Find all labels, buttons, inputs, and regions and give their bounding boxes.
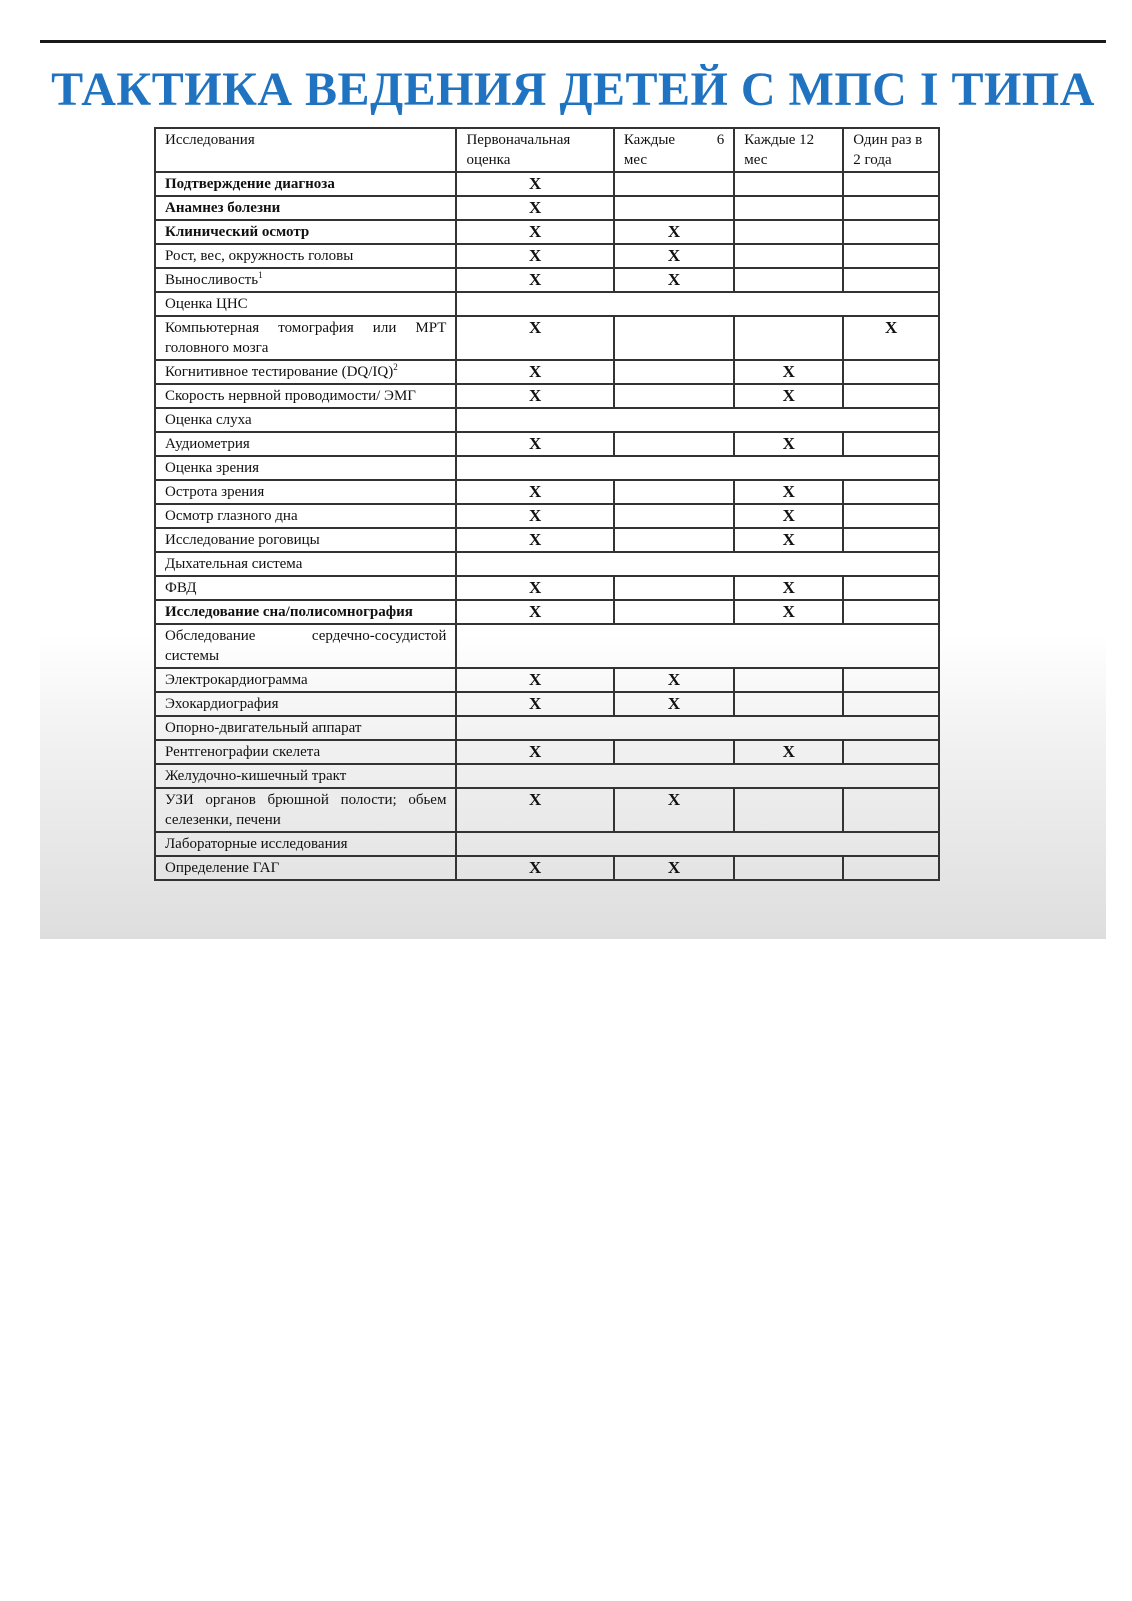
row-label <box>155 268 456 292</box>
mark-every-12: X <box>734 528 843 552</box>
row-label-text: Эхокардиография <box>165 696 279 712</box>
header-biennial: Один раз в 2 года <box>843 128 939 172</box>
mark-initial: X <box>456 220 613 244</box>
row-label-text: Когнитивное тестирование (DQ/IQ) <box>165 364 394 380</box>
section-row <box>155 408 939 432</box>
mark-biennial <box>843 432 939 456</box>
table-header-row <box>155 128 939 172</box>
page-title: ТАКТИКА ВЕДЕНИЯ ДЕТЕЙ С МПС I ТИПА <box>51 63 1095 116</box>
mark-every-6: X <box>614 244 734 268</box>
mark-every-6 <box>614 172 734 196</box>
table-row <box>155 692 939 716</box>
mark-biennial <box>843 268 939 292</box>
slide <box>40 44 1106 939</box>
mark-every-12 <box>734 268 843 292</box>
mark-initial: X <box>456 196 613 220</box>
row-label <box>155 220 456 244</box>
row-label-text: УЗИ органов брюшной полости; обьем селезенки, печени <box>165 792 447 828</box>
section-label: Дыхательная система <box>155 552 456 576</box>
row-label-text: Острота зрения <box>165 484 265 500</box>
table-row <box>155 384 939 408</box>
row-label <box>155 528 456 552</box>
mark-every-6: X <box>614 220 734 244</box>
section-row <box>155 292 939 316</box>
footnote-marker: 1 <box>258 270 263 280</box>
mark-every-12 <box>734 172 843 196</box>
row-label <box>155 668 456 692</box>
mark-every-12: X <box>734 432 843 456</box>
mark-every-6 <box>614 576 734 600</box>
mark-biennial <box>843 600 939 624</box>
section-row <box>155 456 939 480</box>
row-label <box>155 432 456 456</box>
section-label: Опорно-двигательный аппарат <box>155 716 456 740</box>
mark-biennial <box>843 788 939 832</box>
section-label: Оценка зрения <box>155 456 456 480</box>
mark-every-6 <box>614 384 734 408</box>
row-label-text: Анамнез болезни <box>165 200 281 216</box>
header-initial: Первоначальная оценка <box>456 128 613 172</box>
header-every-12: Каждые 12 мес <box>734 128 843 172</box>
section-row <box>155 764 939 788</box>
row-label-text: Клинический осмотр <box>165 224 310 240</box>
mark-every-6: X <box>614 856 734 880</box>
mark-every-6 <box>614 196 734 220</box>
mark-every-12 <box>734 316 843 360</box>
mark-initial: X <box>456 528 613 552</box>
mark-initial: X <box>456 360 613 384</box>
row-label-text: ФВД <box>165 580 197 596</box>
mark-biennial <box>843 856 939 880</box>
section-row <box>155 624 939 668</box>
mark-every-6 <box>614 740 734 764</box>
mark-every-6 <box>614 360 734 384</box>
section-spacer <box>456 456 939 480</box>
table-body <box>155 172 939 880</box>
mark-biennial <box>843 504 939 528</box>
top-rule <box>40 40 1106 43</box>
mark-every-6: X <box>614 692 734 716</box>
row-label-text: Компьютерная томография или МРТ головного мозга <box>165 320 447 356</box>
row-label <box>155 244 456 268</box>
row-label-text: Рост, вес, окружность головы <box>165 248 354 264</box>
mark-initial: X <box>456 600 613 624</box>
mark-every-6: X <box>614 668 734 692</box>
mark-every-12: X <box>734 576 843 600</box>
section-label: Оценка ЦНС <box>155 292 456 316</box>
mark-biennial <box>843 384 939 408</box>
section-label: Обследование сердечно-сосудистой системы <box>155 624 456 668</box>
mark-biennial <box>843 528 939 552</box>
mark-every-12 <box>734 220 843 244</box>
footnote-marker: 2 <box>393 362 398 372</box>
section-label: Желудочно-кишечный тракт <box>155 764 456 788</box>
mark-every-12: X <box>734 740 843 764</box>
section-spacer <box>456 552 939 576</box>
mark-every-6 <box>614 528 734 552</box>
table-row <box>155 360 939 384</box>
mark-biennial <box>843 172 939 196</box>
mark-every-12 <box>734 856 843 880</box>
monitoring-table <box>154 127 940 881</box>
table-row <box>155 268 939 292</box>
mark-every-12 <box>734 788 843 832</box>
table-row <box>155 856 939 880</box>
section-spacer <box>456 764 939 788</box>
row-label-text: Исследование роговицы <box>165 532 320 548</box>
row-label <box>155 172 456 196</box>
mark-biennial <box>843 196 939 220</box>
row-label <box>155 740 456 764</box>
row-label <box>155 692 456 716</box>
table-row <box>155 316 939 360</box>
mark-every-6 <box>614 480 734 504</box>
row-label-text: Осмотр глазного дна <box>165 508 298 524</box>
section-spacer <box>456 832 939 856</box>
section-spacer <box>456 624 939 668</box>
mark-initial: X <box>456 268 613 292</box>
row-label-text: Выносливость <box>165 272 259 288</box>
mark-biennial <box>843 480 939 504</box>
mark-every-6 <box>614 504 734 528</box>
mark-every-12: X <box>734 600 843 624</box>
mark-biennial <box>843 576 939 600</box>
header-study: Исследования <box>155 128 456 172</box>
mark-initial: X <box>456 384 613 408</box>
mark-initial: X <box>456 856 613 880</box>
section-row <box>155 552 939 576</box>
mark-every-12 <box>734 692 843 716</box>
row-label <box>155 480 456 504</box>
row-label <box>155 360 456 384</box>
mark-biennial <box>843 668 939 692</box>
row-label-text: Скорость нервной проводимости/ ЭМГ <box>165 388 416 404</box>
mark-initial: X <box>456 172 613 196</box>
mark-every-12 <box>734 196 843 220</box>
row-label-text: Исследование сна/полисомнография <box>165 604 413 620</box>
section-spacer <box>456 716 939 740</box>
mark-every-12: X <box>734 504 843 528</box>
mark-initial: X <box>456 576 613 600</box>
header-every-6-unit: мес <box>623 152 648 168</box>
mark-biennial: X <box>843 316 939 360</box>
row-label-text: Подтверждение диагноза <box>165 176 335 192</box>
table-row <box>155 432 939 456</box>
header-every-6-word: Каждые <box>623 132 676 148</box>
mark-every-6: X <box>614 268 734 292</box>
mark-every-12 <box>734 668 843 692</box>
mark-biennial <box>843 692 939 716</box>
mark-every-12: X <box>734 360 843 384</box>
row-label <box>155 384 456 408</box>
table-row <box>155 196 939 220</box>
mark-initial: X <box>456 432 613 456</box>
mark-initial: X <box>456 504 613 528</box>
table-row <box>155 504 939 528</box>
row-label-text: Определение ГАГ <box>165 860 280 876</box>
table-row <box>155 740 939 764</box>
mark-initial: X <box>456 788 613 832</box>
mark-initial: X <box>456 740 613 764</box>
mark-initial: X <box>456 668 613 692</box>
section-row <box>155 832 939 856</box>
mark-biennial <box>843 244 939 268</box>
table-row <box>155 528 939 552</box>
mark-every-12 <box>734 244 843 268</box>
mark-every-6: X <box>614 788 734 832</box>
header-every-6 <box>614 128 734 172</box>
section-label: Лабораторные исследования <box>155 832 456 856</box>
table-row <box>155 244 939 268</box>
mark-every-6 <box>614 316 734 360</box>
mark-every-12: X <box>734 480 843 504</box>
mark-initial: X <box>456 480 613 504</box>
row-label <box>155 504 456 528</box>
row-label-text: Рентгенографии скелета <box>165 744 321 760</box>
table-row <box>155 600 939 624</box>
table-row <box>155 576 939 600</box>
row-label <box>155 196 456 220</box>
table-row <box>155 668 939 692</box>
section-label: Оценка слуха <box>155 408 456 432</box>
mark-initial: X <box>456 692 613 716</box>
section-spacer <box>456 408 939 432</box>
table-row <box>155 788 939 832</box>
section-row <box>155 716 939 740</box>
header-every-6-num: 6 <box>716 132 725 148</box>
row-label-text: Электрокардиограмма <box>165 672 308 688</box>
row-label <box>155 316 456 360</box>
mark-initial: X <box>456 244 613 268</box>
table-row <box>155 220 939 244</box>
mark-biennial <box>843 220 939 244</box>
mark-initial: X <box>456 316 613 360</box>
mark-biennial <box>843 740 939 764</box>
row-label <box>155 856 456 880</box>
mark-biennial <box>843 360 939 384</box>
table-row <box>155 172 939 196</box>
mark-every-12: X <box>734 384 843 408</box>
mark-every-6 <box>614 432 734 456</box>
mark-every-6 <box>614 600 734 624</box>
row-label-text: Аудиометрия <box>165 436 250 452</box>
row-label <box>155 788 456 832</box>
row-label <box>155 576 456 600</box>
row-label <box>155 600 456 624</box>
table-row <box>155 480 939 504</box>
section-spacer <box>456 292 939 316</box>
